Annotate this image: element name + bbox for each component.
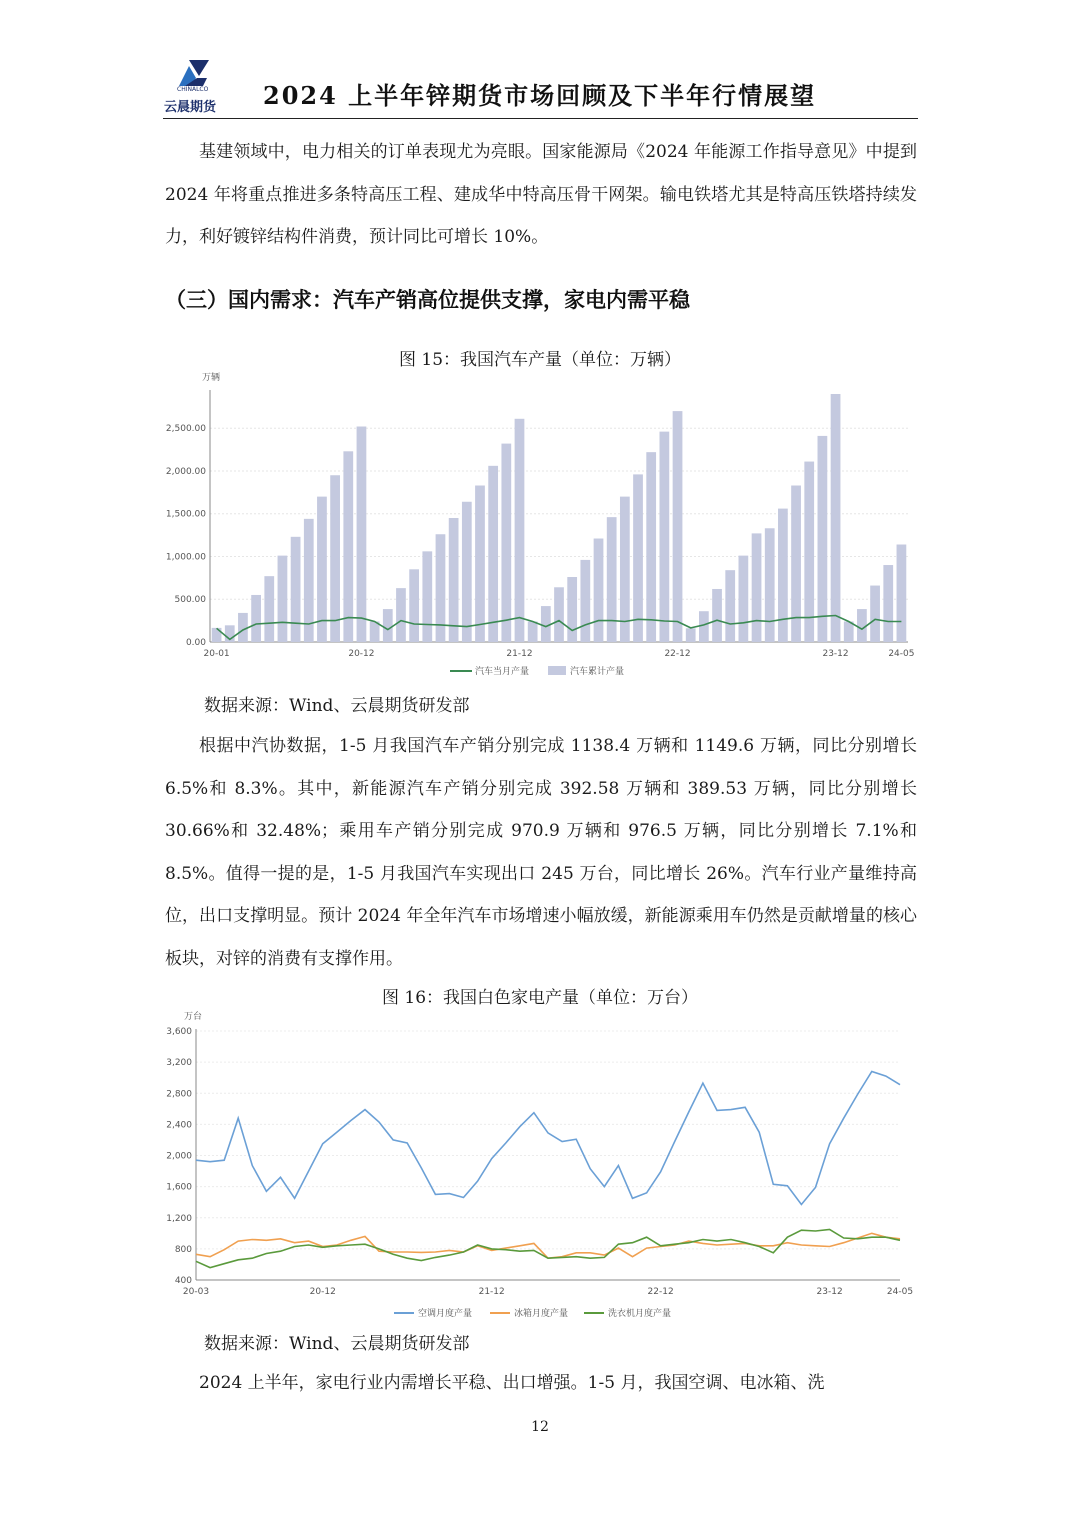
appliance-production-chart	[160, 1005, 920, 1323]
paragraph-text: 根据中汽协数据，1-5 月我国汽车产销分别完成 1138.4 万辆和 1149.6 万辆，同比分别增长 6.5%和 8.3%。其中，新能源汽车产销分别完成 392.58 万辆和 389.53 万辆，同比分别增长 30.66%和 32.48%；乘用车产销分别完成 970.9 万辆和 976.5 万辆，同比分别增长 7.1%和 8.5%。值得一提的是，1-5 月我国汽车实现出口 245 万台，同比增长 26%。汽车行业产量维持高位，出口支撑明显。预计 2024 年全年汽车市场增速小幅放缓，新能源乘用车仍然是贡献增量的核心板块，对锌的消费有支撑作用。	[165, 736, 917, 969]
paragraph-appliance	[165, 1362, 917, 1405]
bar-cumulative	[488, 466, 498, 642]
x-tick-label: 24-05	[886, 1287, 914, 1297]
bar-cumulative	[857, 609, 867, 642]
x-tick-label: 23-12	[816, 1287, 843, 1297]
logo-chinese-text: 云晨期货	[164, 100, 217, 115]
bar-cumulative	[291, 537, 301, 642]
logo-english-text: CHINALCO	[177, 86, 209, 93]
bar-cumulative	[357, 426, 367, 642]
x-tick-label: 23-12	[822, 649, 849, 659]
x-tick-label: 21-12	[478, 1287, 505, 1297]
y-axis-unit-label: 万辆	[202, 373, 221, 383]
line-air-conditioner	[196, 1072, 900, 1205]
bar-cumulative	[831, 394, 841, 642]
y-tick-label: 1,000.00	[165, 552, 206, 563]
y-tick-label: 1,200	[166, 1213, 192, 1224]
bar-cumulative	[870, 586, 880, 642]
page-number: 12	[531, 1419, 549, 1435]
bar-cumulative	[594, 539, 604, 642]
bar-cumulative	[712, 589, 722, 642]
paragraph-auto	[165, 725, 917, 980]
bar-cumulative	[528, 621, 538, 642]
y-tick-label: 1,600	[166, 1182, 192, 1193]
paragraph-infrastructure	[165, 131, 917, 259]
legend-label-cumulative: 汽车累计产量	[570, 667, 625, 677]
bar-cumulative	[554, 587, 564, 642]
bar-cumulative	[686, 628, 696, 642]
x-tick-label: 20-03	[182, 1287, 210, 1297]
page-header	[163, 52, 918, 119]
bar-cumulative	[659, 432, 669, 642]
y-tick-label: 3,200	[166, 1058, 192, 1069]
bar-cumulative	[673, 411, 683, 642]
paragraph-text: 2024 上半年，家电行业内需增长平稳、出口增强。1-5 月，我国空调、电冰箱、洗	[199, 1373, 825, 1393]
legend-label-refrigerator: 冰箱月度产量	[514, 1309, 569, 1319]
document-title: 2024 上半年锌期货市场回顾及下半年行情展望	[263, 81, 817, 110]
bar-cumulative	[212, 628, 222, 642]
bar-cumulative	[818, 436, 828, 642]
bar-cumulative	[330, 475, 340, 642]
y-tick-label: 1,500.00	[165, 509, 206, 520]
bar-cumulative	[646, 452, 656, 642]
bar-cumulative	[449, 518, 459, 642]
bar-cumulative	[370, 621, 380, 642]
figure-16-source: 数据来源：Wind、云晨期货研发部	[204, 1334, 470, 1354]
y-axis-unit-label: 万台	[184, 1012, 203, 1022]
y-tick-label: 2,800	[166, 1089, 192, 1100]
bar-cumulative	[251, 595, 261, 642]
bar-cumulative	[607, 517, 617, 642]
bar-cumulative	[409, 569, 419, 642]
x-tick-label: 22-12	[664, 649, 691, 659]
bar-cumulative	[699, 611, 709, 642]
y-tick-label: 2,400	[166, 1120, 192, 1131]
figure-15-caption: 图 15：我国汽车产量（单位：万辆）	[398, 350, 682, 370]
x-tick-label: 20-12	[309, 1287, 336, 1297]
legend-label-monthly: 汽车当月产量	[475, 667, 530, 677]
y-tick-label: 2,000	[166, 1151, 192, 1162]
bar-cumulative	[883, 565, 893, 642]
bar-cumulative	[765, 528, 775, 642]
x-tick-label: 24-05	[888, 649, 915, 659]
bar-cumulative	[462, 502, 472, 642]
bar-cumulative	[238, 613, 248, 642]
bar-cumulative	[515, 419, 525, 642]
bar-cumulative	[778, 509, 788, 642]
bar-cumulative	[422, 551, 432, 642]
y-tick-label: 2,000.00	[165, 466, 206, 477]
bar-cumulative	[580, 560, 590, 642]
x-tick-label: 20-12	[348, 649, 375, 659]
legend-label-air-conditioner: 空调月度产量	[418, 1309, 473, 1319]
y-tick-label: 2,500.00	[165, 424, 206, 435]
bar-cumulative	[278, 556, 288, 642]
legend-label-washing-machine: 洗衣机月度产量	[608, 1309, 672, 1319]
car-production-chart	[160, 366, 920, 686]
bar-cumulative	[264, 576, 274, 642]
bar-cumulative	[804, 462, 814, 642]
bar-cumulative	[567, 577, 577, 642]
bar-cumulative	[844, 621, 854, 642]
y-tick-label: 0.00	[185, 638, 206, 648]
bar-cumulative	[752, 533, 762, 642]
section-title: （三）国内需求：汽车产销高位提供支撑，家电内需平稳	[165, 287, 690, 312]
bar-cumulative	[633, 474, 643, 642]
bar-cumulative	[343, 451, 353, 642]
figure-16-caption: 图 16：我国白色家电产量（单位：万台）	[381, 988, 699, 1008]
x-tick-label: 21-12	[506, 649, 533, 659]
legend-swatch-cumulative	[548, 666, 566, 675]
paragraph-text: 基建领域中，电力相关的订单表现尤为亮眼。国家能源局《2024 年能源工作指导意见》中提到 2024 年将重点推进多条特高压工程、建成华中特高压骨干网架。输电铁塔尤其是特高压铁塔持续发力，利好镀锌结构件消费，预计同比可增长 10%。	[165, 142, 917, 247]
bar-cumulative	[396, 588, 406, 642]
bar-cumulative	[383, 609, 393, 642]
y-tick-label: 800	[174, 1244, 192, 1255]
bar-cumulative	[475, 486, 485, 642]
bar-cumulative	[897, 545, 907, 642]
bar-cumulative	[501, 444, 511, 642]
x-tick-label: 20-01	[203, 649, 230, 659]
bar-cumulative	[739, 556, 749, 642]
y-tick-label: 400	[174, 1276, 192, 1286]
y-tick-label: 500.00	[174, 595, 206, 606]
y-tick-label: 3,600	[166, 1027, 192, 1037]
bar-cumulative	[725, 570, 735, 642]
figure-15-source: 数据来源：Wind、云晨期货研发部	[204, 696, 470, 716]
bar-cumulative	[541, 606, 551, 642]
x-tick-label: 22-12	[647, 1287, 674, 1297]
